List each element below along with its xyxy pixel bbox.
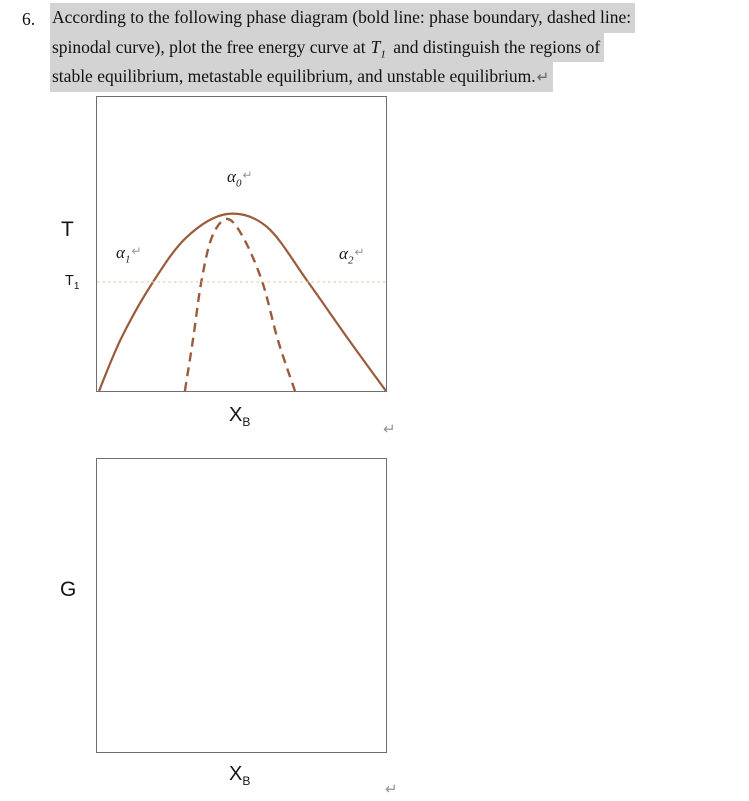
- t1-tick-base: T: [65, 273, 74, 289]
- alpha0-sub: 0: [235, 177, 242, 190]
- math-T1-base: T: [370, 36, 381, 57]
- alpha0-region-label: [227, 167, 253, 189]
- alpha0-base: α: [227, 167, 236, 186]
- question-line-1: [50, 3, 740, 33]
- spinodal-curve: [185, 219, 295, 391]
- t1-tick-label: [65, 273, 79, 292]
- line2-post: and distinguish the regions of: [388, 36, 601, 57]
- math-T1: [366, 36, 389, 60]
- return-mark-icon: ↵: [354, 245, 365, 259]
- paragraph-return-mark: ↵: [536, 70, 550, 86]
- highlighted-text: According to the following phase diagram (bold line: phase boundary, dashed line:: [50, 3, 635, 33]
- alpha2-sub: 2: [347, 254, 354, 267]
- xb-sub: B: [242, 774, 251, 788]
- question-text: [50, 3, 740, 92]
- question-line-3: [50, 62, 740, 92]
- alpha2-region-label: [339, 244, 365, 266]
- xb-sub: B: [242, 415, 251, 429]
- highlighted-text: [50, 33, 604, 63]
- return-mark-icon: ↵: [131, 244, 142, 258]
- highlighted-text: [50, 62, 553, 92]
- xb-base: X: [229, 763, 243, 785]
- alpha1-sub: 1: [124, 253, 131, 266]
- xb-base: X: [229, 404, 243, 426]
- free-energy-x-axis-label: [229, 763, 250, 788]
- return-mark-icon: ↵: [383, 421, 396, 438]
- question-line-2: [50, 33, 740, 63]
- phase-boundary-curve: [99, 214, 386, 391]
- free-energy-axis-label: G: [60, 578, 77, 601]
- return-mark-icon: ↵: [242, 168, 253, 182]
- temperature-axis-label: T: [61, 218, 74, 241]
- free-energy-box: [96, 458, 387, 753]
- line3-text: stable equilibrium, metastable equilibrium, and unstable equilibrium.: [52, 66, 536, 86]
- line2-pre: spinodal curve), plot the free energy curve at: [52, 36, 366, 57]
- question-number: 6.: [22, 9, 36, 29]
- phase-diagram-x-axis-label: [229, 404, 250, 429]
- alpha1-region-label: [116, 243, 142, 265]
- alpha1-base: α: [116, 243, 125, 262]
- alpha2-base: α: [339, 244, 348, 263]
- math-T1-sub: 1: [380, 48, 386, 60]
- return-mark-icon: ↵: [385, 781, 398, 798]
- t1-tick-sub: 1: [73, 280, 80, 292]
